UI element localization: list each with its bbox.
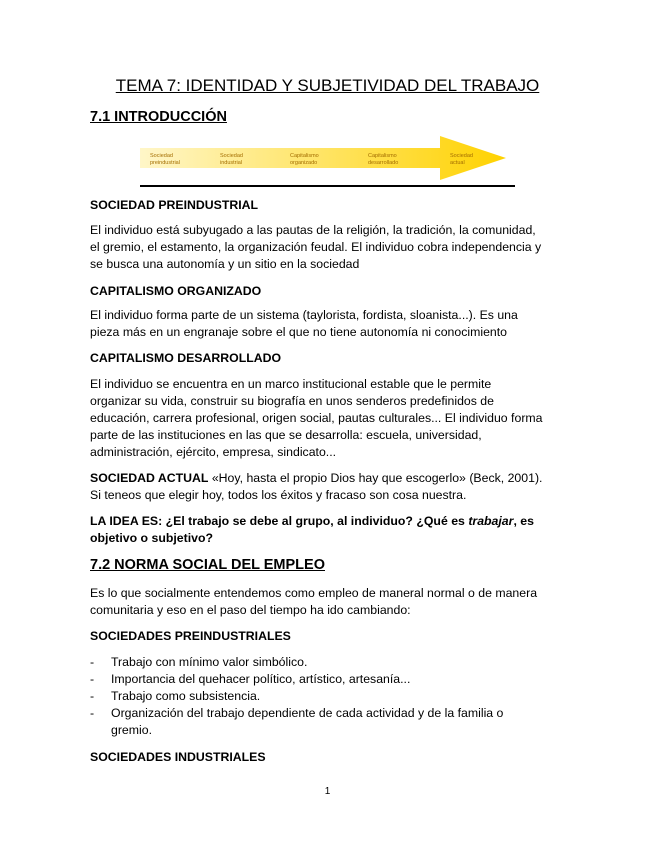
paragraph-sociedad-actual — [90, 470, 575, 504]
paragraph-sociedad-preindustrial — [90, 222, 575, 273]
paragraph-capitalismo-organizado — [90, 307, 575, 341]
text-line: El individuo está subyugado a las pautas de la religión, la tradición, la comunidad, — [90, 223, 536, 237]
subheading-sociedades-preindustriales: SOCIEDADES PREINDUSTRIALES — [90, 629, 291, 643]
text-line: se busca una autonomía y un sitio en la sociedad — [90, 257, 360, 271]
text-line: comunitaria y eso en el paso del tiempo ha ido cambiando: — [90, 603, 411, 617]
text-line: Es lo que socialmente entendemos como empleo de maneral normal o de manera — [90, 586, 538, 600]
text-line: el gremio, el estamento, la organización feudal. El individuo cobra independencia y — [90, 240, 542, 254]
paragraph-capitalismo-desarrollado — [90, 376, 575, 461]
text-line: pieza más en un engranaje sobre el que no tiene autonomía ni conocimiento — [90, 325, 508, 339]
text-line: El individuo forma parte de un sistema (taylorista, fordista, sloanista...). Es una — [90, 308, 518, 322]
text-line — [90, 470, 575, 487]
idea-text: LA IDEA ES: ¿El trabajo se debe al grupo, al individuo? ¿Qué es — [90, 514, 469, 528]
section-heading-norma-social: 7.2 NORMA SOCIAL DEL EMPLEO — [90, 557, 325, 573]
section-heading-introduccion: 7.1 INTRODUCCIÓN — [90, 109, 227, 125]
timeline-arrow-diagram — [140, 136, 520, 192]
timeline-stage-label: Capitalismo organizado — [290, 153, 319, 166]
text-line: objetivo o subjetivo? — [90, 531, 213, 545]
subheading-capitalismo-organizado: CAPITALISMO ORGANIZADO — [90, 284, 262, 298]
list-item-text: Trabajo con mínimo valor simbólico. — [111, 655, 308, 669]
subheading-capitalismo-desarrollado: CAPITALISMO DESARROLLADO — [90, 351, 282, 365]
list-item: - Trabajo como subsistencia. — [90, 688, 570, 705]
paragraph-norma-social-intro — [90, 585, 575, 619]
text-line: organizar su vida, construir su biografía en unos senderos predefinidos de — [90, 394, 494, 408]
timeline-stage-label: Sociedad industrial — [220, 153, 243, 166]
idea-emphasis: trabajar — [468, 514, 514, 528]
preindustriales-bullet-list — [90, 654, 570, 739]
text-line — [90, 513, 575, 530]
timeline-stage-label: Sociedad actual — [450, 153, 473, 166]
list-item-text: Importancia del quehacer político, artístico, artesanía... — [111, 672, 411, 686]
text-line: El individuo se encuentra en un marco institucional estable que le permite — [90, 377, 492, 391]
idea-text: , es — [513, 514, 534, 528]
sociedad-actual-label: SOCIEDAD ACTUAL — [90, 471, 209, 485]
subheading-sociedades-industriales: SOCIEDADES INDUSTRIALES — [90, 750, 266, 764]
text-line: parte de las instituciones en las que se desarrolla: escuela, universidad, — [90, 428, 482, 442]
list-item-text: gremio. — [111, 723, 153, 737]
paragraph-la-idea — [90, 513, 575, 547]
subheading-sociedad-preindustrial: SOCIEDAD PREINDUSTRIAL — [90, 198, 259, 212]
page-number: 1 — [324, 786, 331, 797]
list-item-text: Trabajo como subsistencia. — [111, 689, 261, 703]
list-item: - Organización del trabajo dependiente de cada actividad y de la familia o gremio. — [90, 705, 570, 739]
list-item: - Trabajo con mínimo valor simbólico. — [90, 654, 570, 671]
list-item-text: Organización del trabajo dependiente de cada actividad y de la familia o — [111, 706, 504, 720]
list-item: - Importancia del quehacer político, artístico, artesanía... — [90, 671, 570, 688]
timeline-stage-label: Capitalismo desarrollado — [368, 153, 399, 166]
text-line: administración, ejército, empresa, sindicato... — [90, 445, 337, 459]
sociedad-actual-quote: «Hoy, hasta el propio Dios hay que escogerlo» (Beck, 2001). — [208, 471, 543, 485]
document-title: TEMA 7: IDENTIDAD Y SUBJETIVIDAD DEL TRABAJO — [115, 76, 540, 95]
text-line: Si teneos que elegir hoy, todos los éxitos y fracaso son cosa nuestra. — [90, 488, 467, 502]
text-line: educación, carrera profesional, origen social, pautas culturales... El individuo forma — [90, 411, 543, 425]
timeline-stage-label: Sociedad preindustrial — [150, 153, 180, 166]
